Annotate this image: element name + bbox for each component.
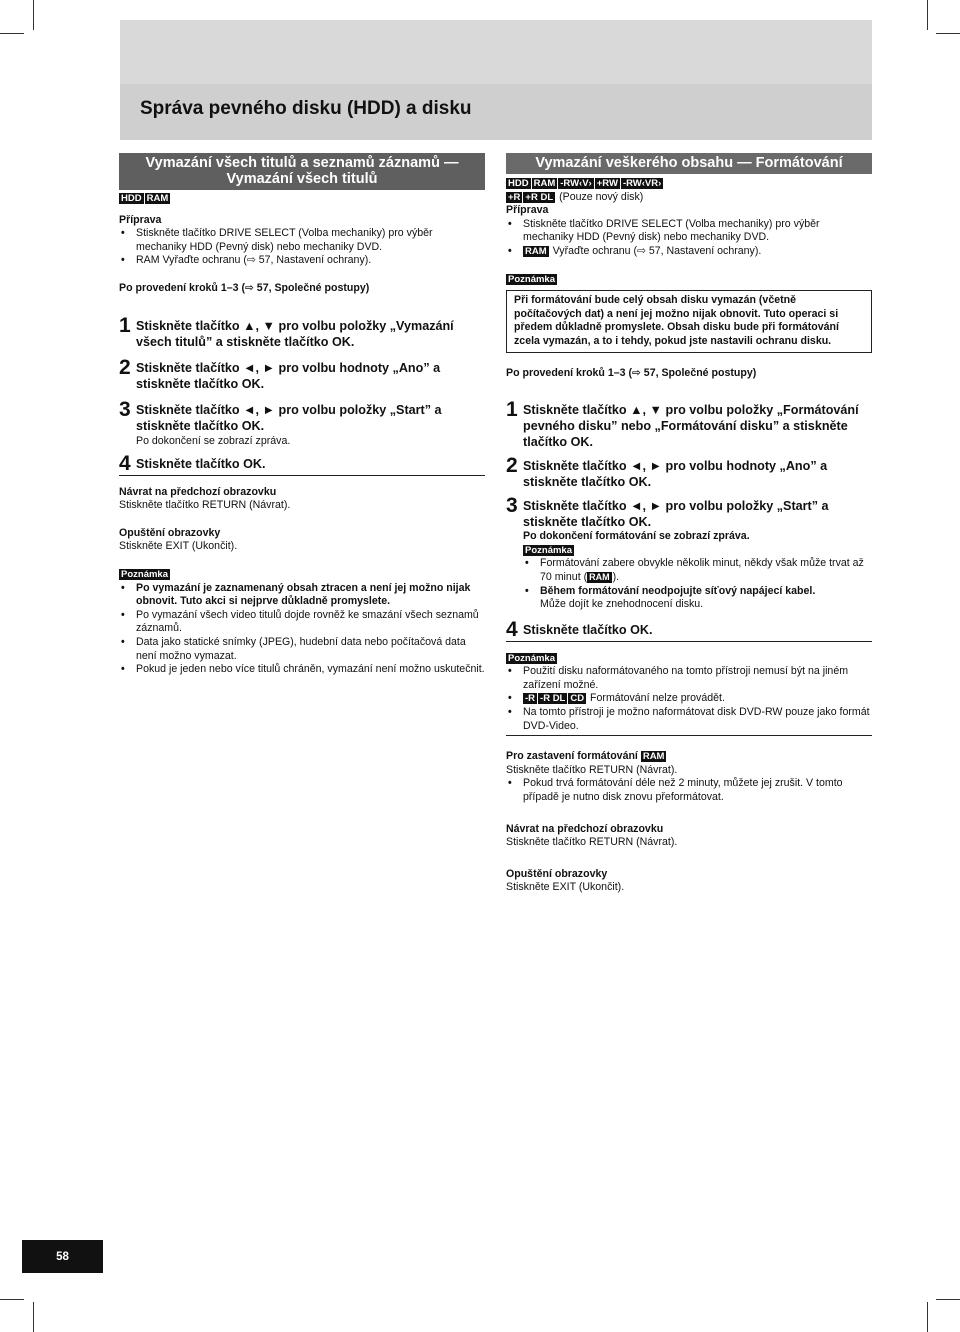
step-text: Stiskněte tlačítko OK. — [523, 622, 653, 637]
list-item: • Stiskněte tlačítko DRIVE SELECT (Volba mechaniky) pro výběr mechaniky HDD (Pevný disk) nebo mechaniky DVD. — [506, 218, 872, 245]
exit-heading: Opuštění obrazovky — [119, 526, 221, 539]
right-column — [506, 153, 872, 895]
list-item: • Stiskněte tlačítko DRIVE SELECT (Volba mechaniky) pro výběr mechaniky HDD (Pevný disk) nebo mechaniky DVD. — [119, 227, 485, 254]
return-text: Stiskněte tlačítko RETURN (Návrat). — [506, 836, 678, 849]
disc-tag: RAM — [525, 245, 547, 257]
disc-tag: -R DL — [540, 693, 566, 705]
note-list — [119, 582, 485, 677]
list-item: • Pokud trvá formátování déle než 2 minuty, můžete jej zrušit. V tomto případě je nutno disk znovu přeformátovat. — [506, 777, 872, 804]
crop-mark — [927, 0, 928, 30]
warning-box: Při formátování bude celý obsah disku vymazán (včetně počítačových dat) a není jej možno nijak obnovit. Tuto operaci si předem důkladně promyslete. Obsah disku bude při formátování zcela vymazán, a to i tehdy, pokud jste nastavili ochranu disku. — [506, 290, 872, 352]
right-section-title: Vymazání veškerého obsahu — Formátování — [506, 153, 872, 174]
disc-tag: -R — [525, 693, 536, 705]
step-done-text: Po dokončení formátování se zobrazí zpráva. — [523, 530, 750, 543]
note-label: Poznámka — [508, 273, 555, 285]
step-note: Po dokončení se zobrazí zpráva. — [136, 434, 291, 447]
step-text: Stiskněte tlačítko ▲, ▼ pro volbu položky „Vymazání všech titulů” a stiskněte tlačítko OK. — [136, 318, 454, 349]
disc-tag: RAM — [642, 751, 665, 763]
step — [119, 355, 485, 392]
crop-mark — [0, 1299, 24, 1300]
list-item: • RAM Vyřaďte ochranu (⇨ 57, Nastavení ochrany). — [119, 254, 485, 268]
step — [119, 451, 485, 475]
step-number: 2 — [119, 355, 131, 379]
list-item: • Použití disku naformátovaného na tomto přístroji nemusí být na jiném zařízení možné. — [506, 665, 872, 692]
step — [119, 397, 485, 448]
disc-tag: -RW‹V› — [560, 178, 592, 189]
exit-text: Stiskněte EXIT (Ukončit). — [506, 881, 625, 894]
disc-tag: CD — [570, 693, 585, 705]
preparation-heading: Příprava — [506, 204, 549, 217]
right-tags-line2 — [506, 191, 872, 205]
new-disc-text: (Pouze nový disk) — [559, 190, 644, 203]
return-text: Stiskněte tlačítko RETURN (Návrat). — [119, 499, 291, 512]
crop-mark — [936, 33, 960, 34]
after-steps-text: Po provedení kroků 1–3 (⇨ 57, Společné postupy) — [506, 366, 757, 379]
step-number: 1 — [119, 313, 131, 337]
disc-tag: -RW‹VR› — [622, 178, 662, 189]
disc-tag: +RW — [596, 178, 618, 189]
step-number: 1 — [506, 398, 518, 422]
stop-heading: Pro zastavení formátování RAM — [506, 750, 665, 763]
preparation-list — [506, 218, 872, 259]
list-item-text: Vyřaďte ochranu (⇨ 57, Nastavení ochrany). — [552, 244, 762, 257]
return-heading: Návrat na předchozí obrazovku — [119, 485, 277, 498]
list-item: • Po vymazání všech video titulů dojde rovněž ke smazání všech seznamů záznamů. — [119, 609, 485, 636]
crop-mark — [936, 1299, 960, 1300]
step-text: Stiskněte tlačítko ◄, ► pro volbu hodnoty „Ano” a stiskněte tlačítko OK. — [136, 360, 441, 391]
list-item: • Formátování zabere obvykle několik minut, někdy však může trvat až 70 minut ( RAM ). — [523, 557, 872, 584]
list-item: • Data jako statické snímky (JPEG), hudební data nebo počítačová data není možno vymazat. — [119, 636, 485, 663]
crop-mark — [0, 33, 24, 34]
left-column — [119, 153, 485, 677]
note-list — [506, 665, 872, 733]
page-number: 58 — [22, 1240, 103, 1273]
return-heading: Návrat na předchozí obrazovku — [506, 822, 664, 835]
preparation-heading: Příprava — [119, 213, 162, 226]
disc-tag: HDD — [508, 178, 529, 189]
exit-text: Stiskněte EXIT (Ukončit). — [119, 540, 238, 553]
disc-tag: RAM — [146, 193, 169, 204]
crop-mark — [927, 1302, 928, 1332]
list-item: • Po vymazání je zaznamenaný obsah ztracen a není jej možno nijak obnovit. Tuto akci si nejprve důkladně promyslete. — [119, 582, 485, 609]
right-tags — [506, 177, 872, 191]
list-item — [506, 245, 872, 259]
step-text: Stiskněte tlačítko ◄, ► pro volbu hodnoty „Ano” a stiskněte tlačítko OK. — [523, 459, 828, 490]
disc-tag: HDD — [121, 193, 142, 204]
step-note-list — [523, 557, 872, 611]
list-item: • -R -R DL CD Formátování nelze provádět. — [506, 692, 872, 706]
step-number: 3 — [119, 397, 131, 421]
left-section-title: Vymazání všech titulů a seznamů záznamů — Vymazání všech titulů — [119, 153, 485, 190]
list-item: • Pokud je jeden nebo více titulů chráněn, vymazání není možno uskutečnit. — [119, 663, 485, 677]
list-item: • Během formátování neodpojujte síťový napájecí kabel. Může dojít ke znehodnocení disku. — [523, 585, 872, 612]
disc-tag: RAM — [589, 571, 610, 582]
step-number: 4 — [119, 451, 131, 475]
step-text: Stiskněte tlačítko ▲, ▼ pro volbu položky „Formátování pevného disku” nebo „Formátování disku” a stiskněte tlačítko OK. — [523, 403, 859, 450]
page-title: Správa pevného disku (HDD) a disku — [140, 98, 472, 119]
stop-list — [506, 777, 872, 804]
step — [506, 398, 872, 450]
step-text: Stiskněte tlačítko OK. — [136, 456, 266, 471]
crop-mark — [33, 1302, 34, 1332]
after-steps-text: Po provedení kroků 1–3 (⇨ 57, Společné postupy) — [119, 281, 370, 294]
preparation-list — [119, 227, 485, 268]
step — [506, 494, 872, 612]
list-item: • Na tomto přístroji je možno naformátovat disk DVD-RW pouze jako formát DVD-Video. — [506, 706, 872, 733]
step — [506, 454, 872, 490]
step-text: Stiskněte tlačítko ◄, ► pro volbu položky „Start” a stiskněte tlačítko OK. — [136, 402, 442, 433]
left-tags — [119, 192, 485, 206]
step — [119, 313, 485, 350]
exit-heading: Opuštění obrazovky — [506, 867, 608, 880]
note-label: Poznámka — [508, 652, 555, 664]
crop-mark — [33, 0, 34, 30]
disc-tag: +R — [508, 191, 521, 203]
step-text: Stiskněte tlačítko ◄, ► pro volbu položky „Start” a stiskněte tlačítko OK. — [523, 499, 829, 530]
note-label: Poznámka — [121, 568, 168, 580]
step-number: 3 — [506, 494, 518, 518]
step-number: 4 — [506, 617, 518, 641]
step-number: 2 — [506, 454, 518, 478]
note-label: Poznámka — [525, 544, 572, 556]
step — [506, 617, 872, 641]
stop-text: Stiskněte tlačítko RETURN (Návrat). — [506, 763, 678, 776]
disc-tag: RAM — [533, 178, 556, 189]
disc-tag: +R DL — [525, 191, 554, 203]
